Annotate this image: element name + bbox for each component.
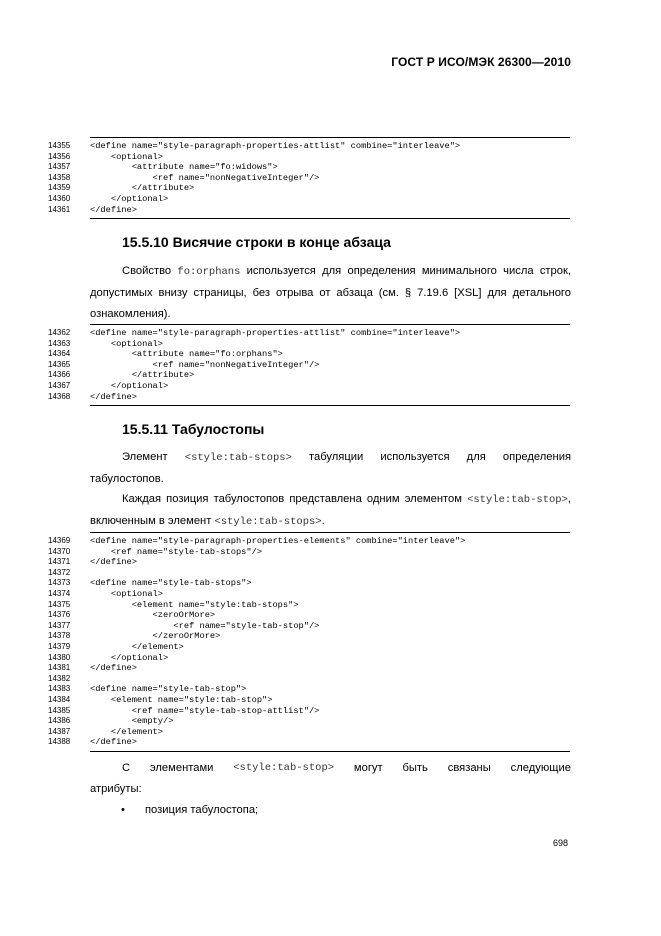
line-number: 14376	[48, 610, 71, 620]
code-text: <optional>	[90, 151, 163, 162]
code-line	[48, 204, 570, 216]
line-number: 14363	[48, 338, 71, 348]
line-number: 14368	[48, 391, 71, 401]
code-block-3	[48, 532, 570, 752]
code-block-1	[48, 137, 570, 219]
code-lines	[48, 141, 570, 215]
paragraph-text: табуляции используется для определения табулостопов.	[90, 451, 572, 485]
line-number: 14370	[48, 546, 71, 556]
code-text: </optional>	[90, 380, 169, 391]
code-text: <empty/>	[90, 716, 174, 727]
code-text: </define>	[90, 391, 137, 402]
line-number: 14366	[48, 370, 71, 380]
line-number: 14379	[48, 641, 71, 651]
document-header: ГОСТ Р ИСО/МЭК 26300—2010	[391, 55, 571, 69]
line-number: 14360	[48, 193, 71, 203]
section-heading: 15.5.11 Табулостопы	[122, 421, 265, 437]
code-line	[48, 641, 570, 653]
code-line	[48, 652, 570, 664]
code-text: <ref name="style-tab-stop"/>	[90, 620, 320, 631]
line-number: 14369	[48, 536, 71, 545]
code-line	[48, 338, 570, 350]
code-text: <element name="style:tab-stop">	[90, 694, 273, 705]
paragraph-text: используется для определения минимального числа строк, допустимых внизу страницы, без отрыва от абзаца (см. § 7.19.6 [XSL] для детального ознакомления).	[90, 265, 571, 320]
code-line	[48, 620, 570, 632]
page-number: 698	[552, 838, 568, 848]
paragraph-tab-stop-position	[90, 489, 571, 533]
paragraph-text: , включенным в элемент	[90, 493, 572, 527]
line-number: 14384	[48, 694, 71, 704]
line-number: 14364	[48, 349, 71, 359]
inline-code: fo:orphans	[177, 266, 241, 278]
code-line	[48, 359, 570, 371]
paragraph-tab-stops	[90, 447, 571, 490]
line-number: 14365	[48, 359, 71, 369]
line-number: 14357	[48, 162, 71, 172]
code-text: <optional>	[90, 338, 163, 349]
code-line	[48, 588, 570, 600]
code-block-2	[48, 324, 570, 406]
code-line	[48, 705, 570, 717]
code-text: <attribute name="fo:widows">	[90, 162, 278, 173]
line-number: 14375	[48, 599, 71, 609]
code-line	[48, 694, 570, 706]
justified-line	[90, 758, 571, 779]
line-number: 14377	[48, 620, 71, 630]
line-number: 14387	[48, 726, 71, 736]
code-line	[48, 328, 570, 339]
list-item-text: позиция табулостопа;	[145, 804, 259, 816]
paragraph-text: Свойство	[122, 265, 172, 277]
code-line	[48, 726, 570, 738]
code-line	[48, 737, 570, 748]
line-number: 14386	[48, 716, 71, 726]
line-number: 14381	[48, 663, 71, 673]
code-line	[48, 663, 570, 674]
code-text: <ref name="nonNegativeInteger"/>	[90, 172, 320, 183]
code-line	[48, 546, 570, 558]
code-text: </optional>	[90, 652, 169, 663]
code-text: </define>	[90, 557, 137, 568]
line-number: 14380	[48, 652, 71, 662]
paragraph-text: элементами	[149, 762, 214, 774]
code-text: </optional>	[90, 193, 169, 204]
code-line	[48, 578, 570, 589]
paragraph-text: С	[122, 762, 131, 774]
inline-code: <style:tab-stop>	[233, 762, 335, 774]
paragraph-text: атрибуты:	[90, 783, 142, 795]
code-text: <zeroOrMore>	[90, 610, 216, 621]
code-line	[48, 567, 570, 579]
code-text: <define name="style-paragraph-properties-attlist" combine="interleave">	[90, 328, 461, 338]
line-number: 14358	[48, 172, 71, 182]
line-number: 14361	[48, 204, 71, 214]
code-text: <ref name="style-tab-stop-attlist"/>	[90, 705, 320, 716]
paragraph-text: быть	[402, 762, 428, 774]
code-text: </element>	[90, 726, 163, 737]
code-text: <define name="style-tab-stops">	[90, 578, 252, 589]
code-text: <attribute name="fo:orphans">	[90, 349, 283, 360]
line-number: 14373	[48, 578, 71, 588]
code-line	[48, 349, 570, 360]
code-text: </attribute>	[90, 370, 195, 381]
code-line	[48, 380, 570, 392]
paragraph-attributes	[90, 758, 571, 800]
code-text: <ref name="style-tab-stops"/>	[90, 546, 263, 557]
line-number: 14372	[48, 567, 71, 577]
code-text: </element>	[90, 641, 184, 652]
code-line	[48, 599, 570, 611]
paragraph-orphans	[90, 261, 571, 325]
line-number: 14355	[48, 141, 71, 150]
code-line	[48, 673, 570, 685]
code-line	[48, 610, 570, 621]
line-number: 14371	[48, 557, 71, 567]
code-text: </attribute>	[90, 183, 195, 194]
inline-code: <style:tab-stops>	[214, 516, 322, 528]
inline-code: <style:tab-stop>	[467, 494, 568, 506]
code-line	[48, 684, 570, 695]
code-text: <define name="style-paragraph-properties-elements" combine="interleave">	[90, 536, 466, 546]
paragraph-text: Каждая позиция табулостопов представлена одним элементом	[122, 493, 462, 505]
code-line	[48, 162, 570, 173]
paragraph-text: следующие	[510, 762, 571, 774]
code-text: </define>	[90, 204, 137, 215]
code-text: </zeroOrMore>	[90, 631, 221, 642]
line-number: 14382	[48, 673, 71, 683]
paragraph-text: могут	[353, 762, 383, 774]
line-number: 14378	[48, 631, 71, 641]
code-line	[48, 183, 570, 194]
code-line	[48, 172, 570, 184]
code-line	[48, 557, 570, 568]
code-line	[48, 716, 570, 727]
code-line	[48, 536, 570, 547]
code-text: </define>	[90, 663, 137, 674]
paragraph-text: Элемент	[122, 451, 168, 463]
code-text: <ref name="nonNegativeInteger"/>	[90, 359, 320, 370]
line-number: 14356	[48, 151, 71, 161]
line-number: 14383	[48, 684, 71, 694]
code-line	[48, 631, 570, 642]
line-number: 14359	[48, 183, 71, 193]
code-text: <define name="style-tab-stop">	[90, 684, 247, 695]
code-line	[48, 141, 570, 152]
line-number: 14374	[48, 588, 71, 598]
code-line	[48, 151, 570, 163]
code-text: </define>	[90, 737, 137, 748]
code-line	[48, 391, 570, 403]
line-number: 14385	[48, 705, 71, 715]
code-text: <optional>	[90, 588, 163, 599]
code-line	[48, 370, 570, 381]
code-line	[48, 193, 570, 205]
paragraph-text: .	[321, 515, 325, 527]
inline-code: <style:tab-stops>	[184, 452, 292, 464]
line-number: 14362	[48, 328, 71, 337]
code-text: <define name="style-paragraph-properties-attlist" combine="interleave">	[90, 141, 461, 151]
paragraph-text: связаны	[447, 762, 491, 774]
list-item	[121, 804, 258, 816]
code-text: <element name="style:tab-stops">	[90, 599, 299, 610]
line-number: 14388	[48, 737, 71, 747]
line-number: 14367	[48, 380, 71, 390]
bullet-icon: •	[121, 804, 125, 816]
section-heading: 15.5.10 Висячие строки в конце абзаца	[122, 234, 391, 250]
